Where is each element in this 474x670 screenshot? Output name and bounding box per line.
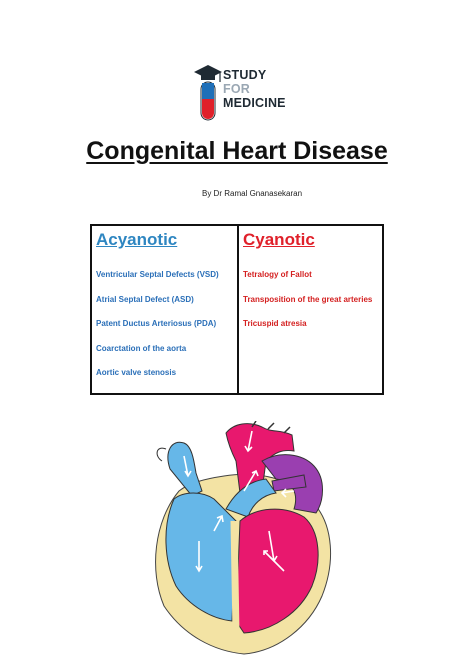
list-item: Coarctation of the aorta	[96, 343, 187, 353]
study-for-medicine-logo	[193, 62, 288, 124]
cyanotic-header: Cyanotic	[243, 230, 315, 249]
logo-line-medicine: MEDICINE	[223, 96, 286, 110]
acyanotic-column	[91, 225, 238, 394]
list-item: Tricuspid atresia	[243, 319, 307, 328]
heart-diagram	[144, 421, 336, 655]
heart-diagram-icon	[144, 421, 336, 655]
page-title: Congenital Heart Disease	[86, 137, 388, 165]
author-byline: By Dr Ramal Gnanasekaran	[202, 189, 303, 198]
list-item: Transposition of the great arteries	[243, 294, 373, 304]
logo-line-study: STUDY	[223, 68, 267, 82]
logo-wordmark	[223, 68, 286, 110]
list-item: Aortic valve stenosis	[96, 368, 177, 377]
classification-table	[90, 224, 384, 395]
list-item: Atrial Septal Defect (ASD)	[96, 294, 194, 304]
list-item: Tetralogy of Fallot	[243, 270, 312, 279]
graduation-cap-test-tube-icon	[193, 62, 223, 124]
acyanotic-header: Acyanotic	[96, 230, 178, 249]
acyanotic-list	[92, 252, 237, 377]
cyanotic-column	[238, 225, 383, 394]
cyanotic-list	[239, 252, 382, 328]
list-item: Patent Ductus Arteriosus (PDA)	[96, 319, 217, 328]
list-item: Ventricular Septal Defects (VSD)	[96, 270, 219, 279]
logo-line-for: FOR	[223, 82, 250, 96]
